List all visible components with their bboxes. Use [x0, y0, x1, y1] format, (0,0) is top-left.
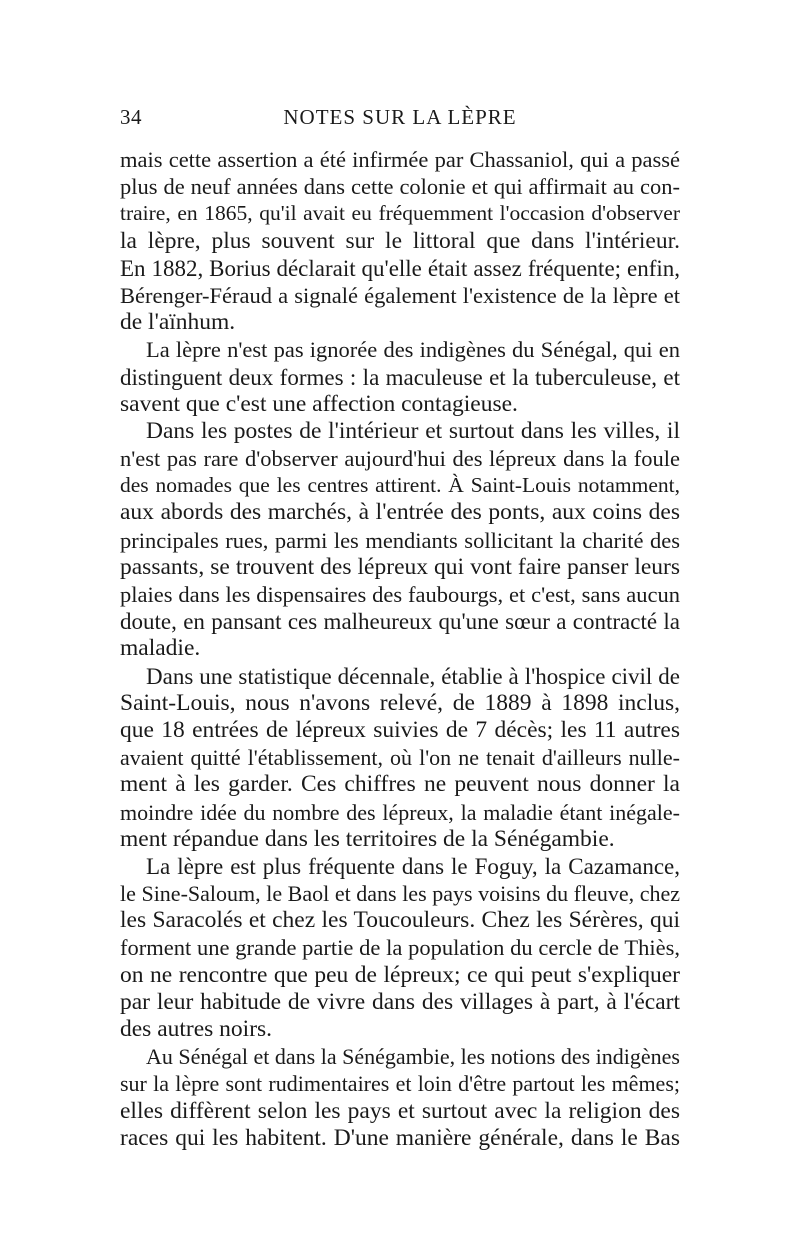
page-header [120, 105, 680, 141]
text-line: mais cette assertion a été infirmée par Chassaniol, qui a passé [120, 147, 680, 172]
body-text [120, 146, 680, 1152]
text-line: ment à les garder. Ces chiffres ne peuvent nous donner la [120, 771, 680, 798]
text-line: le Sine-Saloum, le Baol et dans les pays voisins du fleuve, chez [120, 881, 680, 907]
text-line: sur la lèpre sont rudimentaires et loin d'être partout les mêmes; [120, 1071, 680, 1097]
text-line: ment répandue dans les territoires de la Sénégambie. [120, 825, 615, 852]
text-line: passants, se trouvent des lépreux qui vont faire panser leurs [120, 553, 680, 580]
text-line: des autres noirs. [120, 1016, 273, 1042]
text-line: forment une grande partie de la population du cercle de Thiès, [120, 935, 680, 961]
text-line: les Saracolés et chez les Toucouleurs. Chez les Sérères, qui [120, 907, 680, 934]
text-line: Dans une statistique décennale, établie à l'hospice civil de [146, 663, 680, 689]
text-line: que 18 entrées de lépreux suivies de 7 décès; les 11 autres [120, 716, 680, 743]
text-line: moindre idée du nombre des lépreux, la maladie étant inégale- [120, 799, 680, 825]
text-line: n'est pas rare d'observer aujourd'hui des lépreux dans la foule [120, 446, 680, 472]
text-line: savent que c'est une affection contagieuse. [120, 390, 518, 417]
text-line: Saint-Louis, nous n'avons relevé, de 1889 à 1898 inclus, [120, 689, 680, 716]
text-line: elles diffèrent selon les pays et surtout avec la religion des [120, 1097, 680, 1124]
text-line: maladie. [120, 635, 201, 662]
text-line: aux abords des marchés, à l'entrée des ponts, aux coins des [120, 499, 680, 526]
text-line: doute, en pansant ces malheureux qu'une sœur a contracté la [120, 609, 680, 635]
text-line: on ne rencontre que peu de lépreux; ce qui peut s'expliquer [120, 961, 680, 988]
text-line: plus de neuf années dans cette colonie et qui affirmait au con- [120, 174, 680, 200]
text-line: avaient quitté l'établissement, où l'on ne tenait d'ailleurs nulle- [120, 745, 680, 771]
text-line: races qui les habitent. D'une manière générale, dans le Bas [120, 1124, 680, 1151]
text-line: distinguent deux formes : la maculeuse et la tuberculeuse, et [120, 364, 680, 390]
text-line: par leur habitude de vivre dans des villages à part, à l'écart [120, 988, 680, 1015]
text-line: En 1882, Borius déclarait qu'elle était assez fréquente; enfin, [120, 255, 680, 281]
text-line: La lèpre est plus fréquente dans le Foguy, la Cazamance, [146, 853, 680, 879]
text-line: Dans les postes de l'intérieur et surtout dans les villes, il [146, 417, 680, 444]
page-number: 34 [120, 105, 142, 129]
text-line: des nomades que les centres attirent. À Saint-Louis notamment, [120, 473, 680, 498]
text-line: plaies dans les dispensaires des faubourgs, et c'est, sans aucun [120, 582, 680, 607]
text-line: la lèpre, plus souvent sur le littoral que dans l'intérieur. [120, 227, 680, 254]
text-line: principales rues, parmi les mendiants sollicitant la charité des [120, 527, 680, 553]
text-line: La lèpre n'est pas ignorée des indigènes du Sénégal, qui en [146, 337, 680, 363]
text-line: Au Sénégal et dans la Sénégambie, les notions des indigènes [146, 1044, 680, 1070]
text-line: de l'aïnhum. [120, 309, 236, 336]
text-line: Bérenger-Féraud a signalé également l'existence de la lèpre et [120, 282, 680, 308]
text-line: traire, en 1865, qu'il avait eu fréquemment l'occasion d'observer [120, 201, 680, 226]
running-title: NOTES SUR LA LÈPRE [283, 105, 517, 129]
